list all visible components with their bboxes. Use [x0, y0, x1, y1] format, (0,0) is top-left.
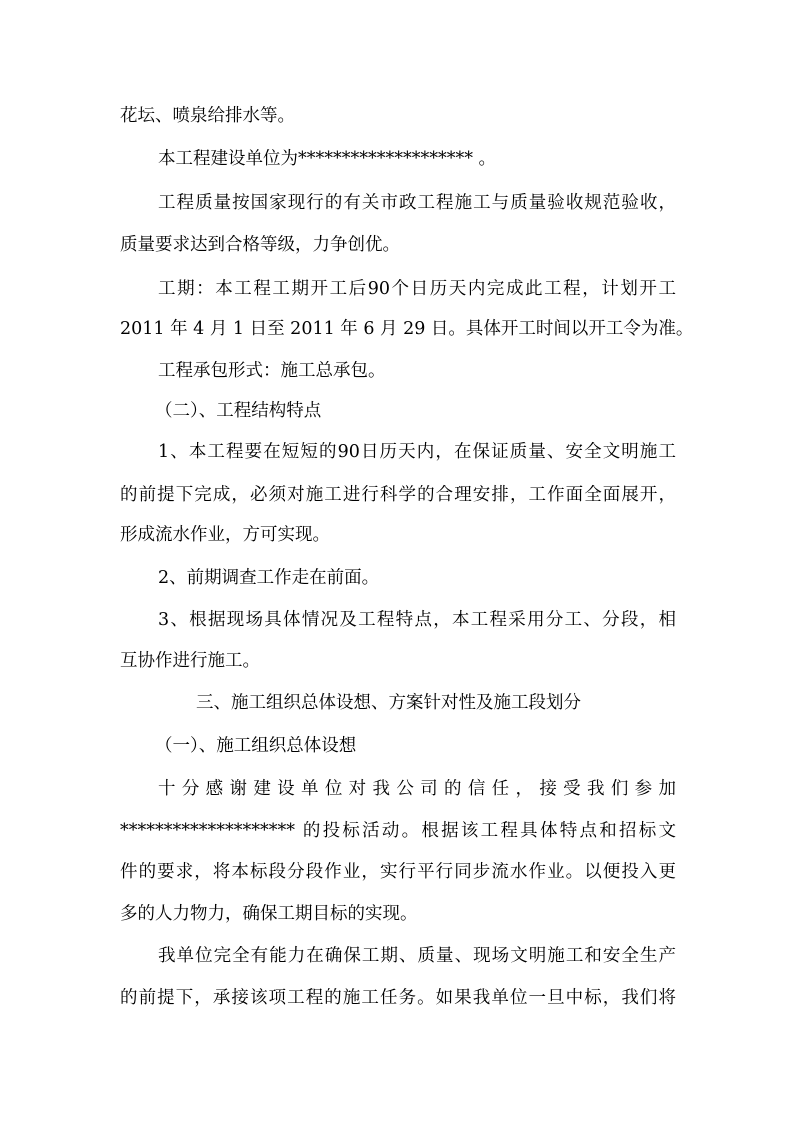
text-line-21: 我单位完全有能力在确保工期、质量、现场文明施工和安全生产 [158, 946, 676, 966]
text-line-14: 互协作进行施工。 [120, 651, 260, 671]
text-line-7: 工程承包形式：施工总承包。 [158, 361, 386, 381]
text-line-17: 十分感谢建设单位对我公司的信任，接受我们参加 [158, 779, 676, 799]
section-heading-overall-plan: （一）、施工组织总体设想 [155, 736, 357, 756]
text-line-11: 形成流水作业，方可实现。 [120, 525, 330, 545]
text-line-18: ******************** 的投标活动。根据该工程具体特点和招标文 [120, 821, 676, 841]
text-line-20: 多的人力物力，确保工期目标的实现。 [120, 904, 418, 924]
text-line-4: 质量要求达到合格等级，力争创优。 [120, 235, 400, 255]
text-line-9: 1、本工程要在短短的90日历天内，在保证质量、安全文明施工 [158, 442, 676, 462]
text-line-10: 的前提下完成，必须对施工进行科学的合理安排，工作面全面展开， [120, 485, 676, 505]
text-line-3: 工程质量按国家现行的有关市政工程施工与质量验收规范验收， [158, 193, 676, 213]
text-line-12: 2、前期调查工作走在前面。 [158, 568, 380, 588]
text-line-5: 工期：本工程工期开工后90个日历天内完成此工程，计划开工 [158, 279, 676, 299]
text-line-1: 花坛、喷泉给排水等。 [120, 106, 295, 126]
text-line-2: 本工程建设单位为******************** 。 [158, 149, 497, 169]
text-line-6: 2011 年 4 月 1 日至 2011 年 6 月 29 日。具体开工时间以开工令为准。 [120, 319, 694, 339]
text-line-13: 3、根据现场具体情况及工程特点，本工程采用分工、分段，相 [158, 610, 676, 630]
text-line-22: 的前提下，承接该项工程的施工任务。如果我单位一旦中标，我们将 [120, 988, 676, 1008]
section-heading-structure: （二）、工程结构特点 [155, 401, 322, 421]
text-line-19: 件的要求，将本标段分段作业，实行平行同步流水作业。以便投入更 [120, 862, 676, 882]
chapter-heading: 三、施工组织总体设想、方案针对性及施工段划分 [196, 693, 581, 713]
